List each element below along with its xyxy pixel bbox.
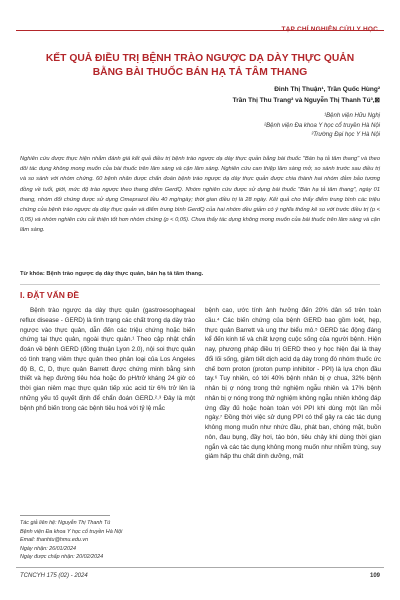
journal-header <box>0 0 400 40</box>
received-date: Ngày nhận: 26/01/2024 <box>20 545 77 552</box>
accepted-date: Ngày được chấp nhận: 20/02/2024 <box>20 554 104 560</box>
keywords-divider <box>20 284 380 285</box>
article-title <box>20 52 380 80</box>
page-number: 109 <box>369 573 380 579</box>
affiliation-3: ³Trường Đại học Y Hà Nội <box>311 132 380 138</box>
title-line-1: KẾT QUẢ ĐIỀU TRỊ BỆNH TRÀO NGƯỢC DẠ DÀY THỰC QUẢN <box>45 53 355 64</box>
journal-issue: TCNCYH 175 (02) - 2024 <box>20 573 88 579</box>
author-list <box>233 85 380 106</box>
keywords: Từ khóa: Bệnh trào ngược dạ dày thực quản, bán hạ tả tâm thang. <box>20 271 204 277</box>
body-column-left <box>20 306 195 413</box>
authors-line-2: Trần Thị Thu Trang² và Nguyễn Thị Thanh Tú³,⊠ <box>232 96 380 104</box>
corresponding-email: Email: thanhtu@hmu.edu.vn <box>20 537 89 543</box>
authors-line-1: Đinh Thị Thuận¹, Trần Quốc Hùng² <box>274 86 380 93</box>
affiliations <box>264 112 380 141</box>
footer-rule <box>16 567 384 568</box>
footnote-divider <box>20 515 110 516</box>
body-paragraph-left: Bệnh trào ngược dạ dày thực quản (gastroesophageal reflux disease - GERD) là tình trạng các chất trong dạ dày trào ngược vào thực quản, dẫn đến các triệu chứng hoặc biến chứng tại thực quản, ngoài thực quản.¹ Theo cập nhật chẩn đoán về bệnh GERD (đồng thuận Lyon 2.0), nội soi thực quản có tình trạng viêm thực quản theo phân loại của Los Angeles độ B, C, D, thực quản Barrett được chứng minh bằng sinh thiết và hẹp đường tiêu hóa hoặc đo pH/trở kháng 24 giờ có thời gian niêm mạc thực quản tiếp xúc acid từ 6% trở lên là những yếu tố quyết định để chẩn đoán GERD.²˒³ Đây là một bệnh phổ biến trong các bệnh tiêu hoá với tỷ lệ mắc <box>20 307 195 412</box>
body-column-right <box>205 306 381 462</box>
abstract: Nghiên cứu được thực hiện nhằm đánh giá kết quả điều trị bệnh trào ngược dạ dày thực quản bằng bài thuốc "Bán hạ tả tâm thang" và theo dõi tác dụng không mong muốn của bài thuốc trên lâm sàng và cận lâm sàng. Nghiên cứu can thiệp lâm sàng mở, so sánh trước sau điều trị và so sánh với nhóm chứng. 60 bệnh nhân được chẩn đoán bệnh trào ngược dạ dày thực quản được chia thành hai nhóm đảm bảo tương đồng về tuổi, giới, mức độ trào ngược theo thang điểm GerdQ. Nhóm nghiên cứu được sử dụng bài thuốc "Bán hạ tả tâm thang", ngày 01 thang, nhóm đối chứng được sử dụng Omeprazol liều 40 mg/ngày; thời gian điều trị là 28 ngày. Kết quả cho thấy điểm trung bình các triệu chứng của bệnh trào ngược dạ dày thực quản và điểm trung bình GerdQ của hai nhóm đều giảm có ý nghĩa thống kê so với trước điều trị (p < 0,05) và nhóm nghiên cứu cải thiện tốt hơn nhóm chứng (p < 0,05). Chưa thấy tác dụng không mong muốn của bài thuốc trên lâm sàng và cận lâm sàng. <box>20 156 380 234</box>
corresponding-author: Tác giả liên hệ: Nguyễn Thị Thanh Tú <box>20 520 111 526</box>
correspondence-footnote <box>20 519 195 562</box>
journal-section-label: TẠP CHÍ NGHIÊN CỨU Y HỌC <box>281 26 378 33</box>
corresponding-affiliation: Bệnh viện Đa khoa Y học cổ truyền Hà Nội <box>20 528 123 535</box>
section-heading: I. ĐẶT VẤN ĐỀ <box>20 290 80 300</box>
affiliation-2: ²Bệnh viện Đa khoa Y học cổ truyền Hà Nội <box>264 122 380 129</box>
affiliation-1: ¹Bệnh viện Hữu Nghị <box>324 113 380 119</box>
body-paragraph-right: bệnh cao, ước tính ảnh hưởng đến 20% dân số trên toàn cầu.⁴ Các biến chứng của bệnh GERD bao gồm loét, hẹp, thực quản Barrett và ung thư biểu mô.⁵ GERD tác động đáng kể đến kinh tế và chất lượng cuộc sống của người bệnh. Hiện nay, phương pháp điều trị GERD theo y học hiện đại là thay đổi lối sống, giảm tiết dịch acid dạ dày trong đó nhóm thuốc ức chế bơm proton (proton pump inhibitor - PPI) là lựa chọn đầu tay.⁶ Tuy nhiên, có tới 40% bệnh nhân bị ợ chua, 32% bệnh nhân bị ợ nóng trong thử nghiệm ngẫu nhiên và 17% bệnh nhân bị ợ nóng trong thử nghiệm không ngẫu nhiên không đáp ứng đầy đủ hoặc hoàn toàn với PPI khi dùng một lần mỗi ngày.⁷ Đồng thời việc sử dụng PPI có thể gây ra các tác dụng không mong muốn như nhức đầu, phát ban, chóng mặt, buồn nôn, đau bụng, đầy hơi, táo bón, tiêu chảy khi dùng thời gian ngắn và các tác dụng không mong muốn như nhiễm trùng, suy giảm hấp thu chất dinh dưỡng, mất <box>205 307 381 461</box>
title-line-2: BẰNG BÀI THUỐC BÁN HẠ TẢ TÂM THANG <box>92 67 308 78</box>
